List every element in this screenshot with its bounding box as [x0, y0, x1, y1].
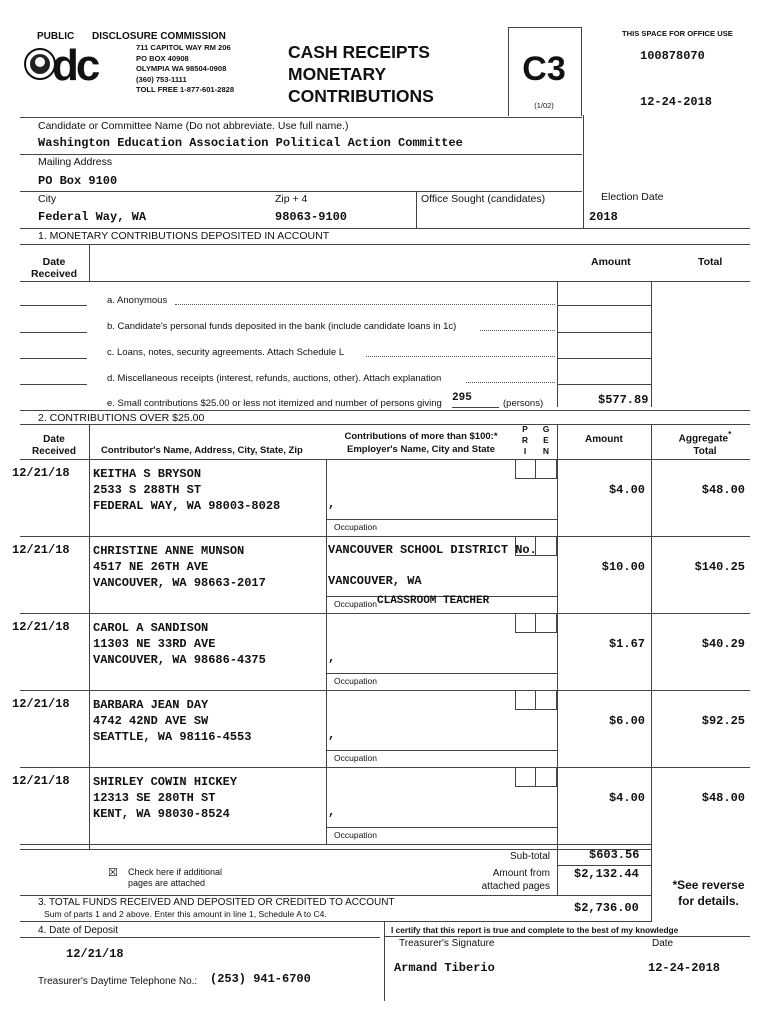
entry-amount[interactable]: $4.00	[608, 483, 645, 497]
persons-label: (persons)	[503, 398, 544, 409]
subtotal-label: Sub-total	[509, 851, 550, 862]
rule	[326, 767, 327, 844]
office-number: 100878070	[640, 49, 705, 63]
rule	[326, 690, 327, 767]
entry-employer-city[interactable]: VANCOUVER, WA	[328, 574, 422, 588]
rule	[20, 424, 750, 425]
occupation-label: OccupationCLASSROOM TEACHER	[334, 595, 490, 609]
entry-amount[interactable]: $6.00	[608, 714, 645, 728]
rule	[20, 895, 652, 896]
rule	[326, 827, 557, 828]
entry-date[interactable]: 12/21/18	[12, 543, 70, 557]
rule	[89, 424, 90, 849]
rule	[651, 281, 652, 407]
entry-name[interactable]: KEITHA S BRYSON	[93, 467, 202, 481]
pdc-seal-icon	[22, 42, 132, 88]
deposit-date-label: 4. Date of Deposit	[38, 925, 119, 936]
general-box[interactable]	[535, 690, 557, 710]
entry-contributor	[93, 620, 266, 668]
entry-employer-city[interactable]: ,	[328, 497, 336, 511]
rule	[20, 459, 750, 460]
primary-box[interactable]	[515, 690, 536, 710]
section1-title: 1. MONETARY CONTRIBUTIONS DEPOSITED IN ACCOUNT	[38, 230, 330, 242]
entry-city-line[interactable]: KENT, WA 98030-8524	[93, 807, 230, 821]
zip-label: Zip + 4	[275, 193, 308, 205]
treasurer-name[interactable]: Armand Tiberio	[394, 961, 495, 975]
committee-name[interactable]: Washington Education Association Political Action Committee	[38, 136, 463, 150]
line-c-label: c. Loans, notes, security agreements. Attach Schedule L	[107, 347, 345, 358]
entry-amount[interactable]: $10.00	[601, 560, 645, 574]
occupation-label: Occupation	[334, 830, 377, 840]
entry-aggregate[interactable]: $48.00	[701, 791, 745, 805]
rule	[557, 305, 651, 306]
occupation-label: Occupation	[334, 522, 377, 532]
entry-aggregate[interactable]: $40.29	[701, 637, 745, 651]
entry-address[interactable]: 12313 SE 280TH ST	[93, 791, 216, 805]
rule	[20, 281, 750, 282]
rule	[452, 407, 499, 408]
additional-pages-label: Check here if additional pages are attached	[128, 867, 223, 888]
entry-employer[interactable]: VANCOUVER SCHOOL DISTRICT No.	[328, 543, 537, 557]
section1-date-header: Date Received	[30, 256, 78, 280]
rule	[557, 865, 651, 866]
rule	[20, 937, 380, 938]
entry-date[interactable]: 12/21/18	[12, 774, 70, 788]
entry-contributor	[93, 774, 237, 822]
entry-aggregate[interactable]: $92.25	[701, 714, 745, 728]
rule	[89, 244, 90, 282]
rule	[557, 281, 558, 407]
rule	[557, 332, 651, 333]
entry-city-line[interactable]: SEATTLE, WA 98116-4553	[93, 730, 252, 744]
entry-city-line[interactable]: VANCOUVER, WA 98663-2017	[93, 576, 266, 590]
entry-date[interactable]: 12/21/18	[12, 466, 70, 480]
section1-total-header: Total	[698, 256, 723, 268]
line-a-label: a. Anonymous	[107, 295, 168, 306]
signature-label: Treasurer's Signature	[399, 938, 495, 949]
city-label: City	[38, 193, 57, 205]
dot-leader	[466, 382, 555, 383]
entry-amount[interactable]: $4.00	[608, 791, 645, 805]
rule	[326, 536, 327, 613]
office-sought-label: Office Sought (candidates)	[421, 193, 546, 205]
section1-amount-header: Amount	[591, 256, 631, 268]
persons-count[interactable]: 295	[452, 392, 472, 404]
rule	[326, 459, 327, 536]
rule	[20, 358, 87, 359]
rule	[20, 305, 87, 306]
line-b-label: b. Candidate's personal funds deposited in the bank (include candidate loans in 1c)	[107, 321, 457, 332]
rule	[20, 849, 652, 850]
additional-pages-checkbox[interactable]: ☒	[108, 867, 118, 879]
rule	[326, 613, 327, 690]
election-date-label: Election Date	[601, 191, 664, 203]
entry-amount[interactable]: $1.67	[608, 637, 645, 651]
rule	[557, 384, 651, 385]
subtotal-value[interactable]: $603.56	[589, 848, 640, 862]
entry-name[interactable]: BARBARA JEAN DAY	[93, 698, 209, 712]
entry-address[interactable]: 4742 42ND AVE SW	[93, 714, 209, 728]
rule	[20, 767, 750, 768]
section2-title: 2. CONTRIBUTIONS OVER $25.00	[38, 412, 205, 424]
entry-address[interactable]: 2533 S 288TH ST	[93, 483, 202, 497]
form-code: C3	[522, 50, 566, 88]
general-box[interactable]	[535, 536, 557, 556]
rule	[557, 358, 651, 359]
section3-subtitle: Sum of parts 1 and 2 above. Enter this amount in line 1, Schedule A to C4.	[44, 909, 327, 919]
entry-contributor	[93, 466, 280, 514]
section2-amount-header: Amount	[585, 434, 623, 445]
rule	[20, 690, 750, 691]
city-value[interactable]: Federal Way, WA	[38, 210, 147, 224]
entry-employer-city[interactable]: ,	[328, 805, 336, 819]
rule	[20, 332, 87, 333]
agency-commission: DISCLOSURE COMMISSION	[92, 31, 226, 42]
rule	[20, 536, 750, 537]
pdc-logo	[22, 42, 132, 88]
aggregate-header: Aggregate* Total	[678, 429, 732, 458]
rule	[583, 115, 584, 229]
section3-title: 3. TOTAL FUNDS RECEIVED AND DEPOSITED OR CREDITED TO ACCOUNT	[38, 897, 395, 908]
form-version: (1/02)	[534, 101, 554, 110]
entry-employer-city[interactable]: ,	[328, 728, 336, 742]
rule	[326, 750, 557, 751]
sign-date[interactable]: 12-24-2018	[648, 961, 721, 975]
occupation-label: Occupation	[334, 753, 377, 763]
form-title: CASH RECEIPTS MONETARY CONTRIBUTIONS	[288, 42, 434, 106]
line-e-label: e. Small contributions $25.00 or less not itemized and number of persons giving	[107, 398, 442, 409]
office-use-label: THIS SPACE FOR OFFICE USE	[622, 29, 733, 38]
certify-statement: I certify that this report is true and complete to the best of my knowledge	[391, 925, 679, 935]
general-header: G E N	[542, 424, 550, 456]
primary-box[interactable]	[515, 459, 536, 479]
small-contributions-total[interactable]: $577.89	[598, 393, 649, 407]
sign-date-label: Date	[652, 938, 674, 949]
rule	[20, 228, 750, 229]
occupation-label: Occupation	[334, 676, 377, 686]
entry-address[interactable]: 4517 NE 26TH AVE	[93, 560, 209, 574]
rule	[416, 191, 417, 229]
deposit-date[interactable]: 12/21/18	[66, 947, 124, 961]
entry-contributor	[93, 697, 251, 745]
entry-date[interactable]: 12/21/18	[12, 620, 70, 634]
rule	[384, 921, 385, 1001]
rule	[326, 673, 557, 674]
phone-label: Treasurer's Daytime Telephone No.:	[38, 976, 198, 987]
general-box[interactable]	[535, 613, 557, 633]
entry-name[interactable]: CHRISTINE ANNE MUNSON	[93, 544, 245, 558]
rule	[20, 410, 750, 411]
entry-date[interactable]: 12/21/18	[12, 697, 70, 711]
grand-total[interactable]: $2,736.00	[574, 901, 639, 915]
election-date-value[interactable]: 2018	[589, 210, 618, 224]
primary-box[interactable]	[515, 613, 536, 633]
contributor-header: Contributor's Name, Address, City, State, Zip	[101, 445, 303, 456]
svg-text:dc: dc	[52, 42, 98, 88]
employer-header: Contributions of more than $100:* Employer's Name, City and State	[344, 431, 498, 455]
entry-contributor	[93, 543, 266, 591]
mailing-label: Mailing Address	[38, 156, 113, 168]
agency-public: PUBLIC	[37, 31, 75, 42]
dot-leader	[480, 330, 555, 331]
entry-name[interactable]: CAROL A SANDISON	[93, 621, 209, 635]
mailing-address[interactable]: PO Box 9100	[38, 174, 118, 188]
rule	[20, 154, 582, 155]
entry-aggregate[interactable]: $48.00	[701, 483, 745, 497]
rule	[20, 244, 750, 245]
entry-city-line[interactable]: FEDERAL WAY, WA 98003-8028	[93, 499, 281, 513]
entry-name[interactable]: SHIRLEY COWIN HICKEY	[93, 775, 238, 789]
line-d-label: d. Miscellaneous receipts (interest, refunds, auctions, other). Attach explanation	[107, 373, 442, 384]
rule	[20, 191, 582, 192]
rule	[20, 844, 652, 845]
agency-address: 711 CAPITOL WAY RM 206 PO BOX 40908 OLYMPIA WA 98504-0908 (360) 753-1111 TOLL FREE 1-877-601-2828	[136, 43, 235, 94]
office-date: 12-24-2018	[640, 95, 713, 109]
rule	[384, 936, 750, 937]
entry-city-line[interactable]: VANCOUVER, WA 98686-4375	[93, 653, 266, 667]
rule	[20, 117, 582, 118]
rule	[20, 613, 750, 614]
entry-aggregate[interactable]: $140.25	[694, 560, 745, 574]
general-box[interactable]	[535, 767, 557, 787]
entry-occupation[interactable]: CLASSROOM TEACHER	[377, 595, 490, 607]
general-box[interactable]	[535, 459, 557, 479]
dot-leader	[366, 356, 555, 357]
rule	[20, 921, 652, 922]
see-reverse-note: *See reverse for details.	[672, 878, 745, 908]
treasurer-phone[interactable]: (253) 941-6700	[210, 972, 311, 986]
section2-date-header: Date Received	[32, 434, 76, 457]
rule	[651, 424, 652, 922]
attached-pages-value[interactable]: $2,132.44	[574, 867, 639, 881]
primary-box[interactable]	[515, 767, 536, 787]
rule	[326, 519, 557, 520]
zip-value[interactable]: 98063-9100	[275, 210, 348, 224]
dot-leader	[175, 304, 555, 305]
entry-employer-city[interactable]: ,	[328, 651, 336, 665]
entry-address[interactable]: 11303 NE 33RD AVE	[93, 637, 216, 651]
attached-pages-label: Amount from attached pages	[481, 868, 550, 892]
committee-name-label: Candidate or Committee Name (Do not abbreviate. Use full name.)	[38, 120, 349, 132]
rule	[20, 384, 87, 385]
primary-header: P R I	[521, 424, 529, 456]
